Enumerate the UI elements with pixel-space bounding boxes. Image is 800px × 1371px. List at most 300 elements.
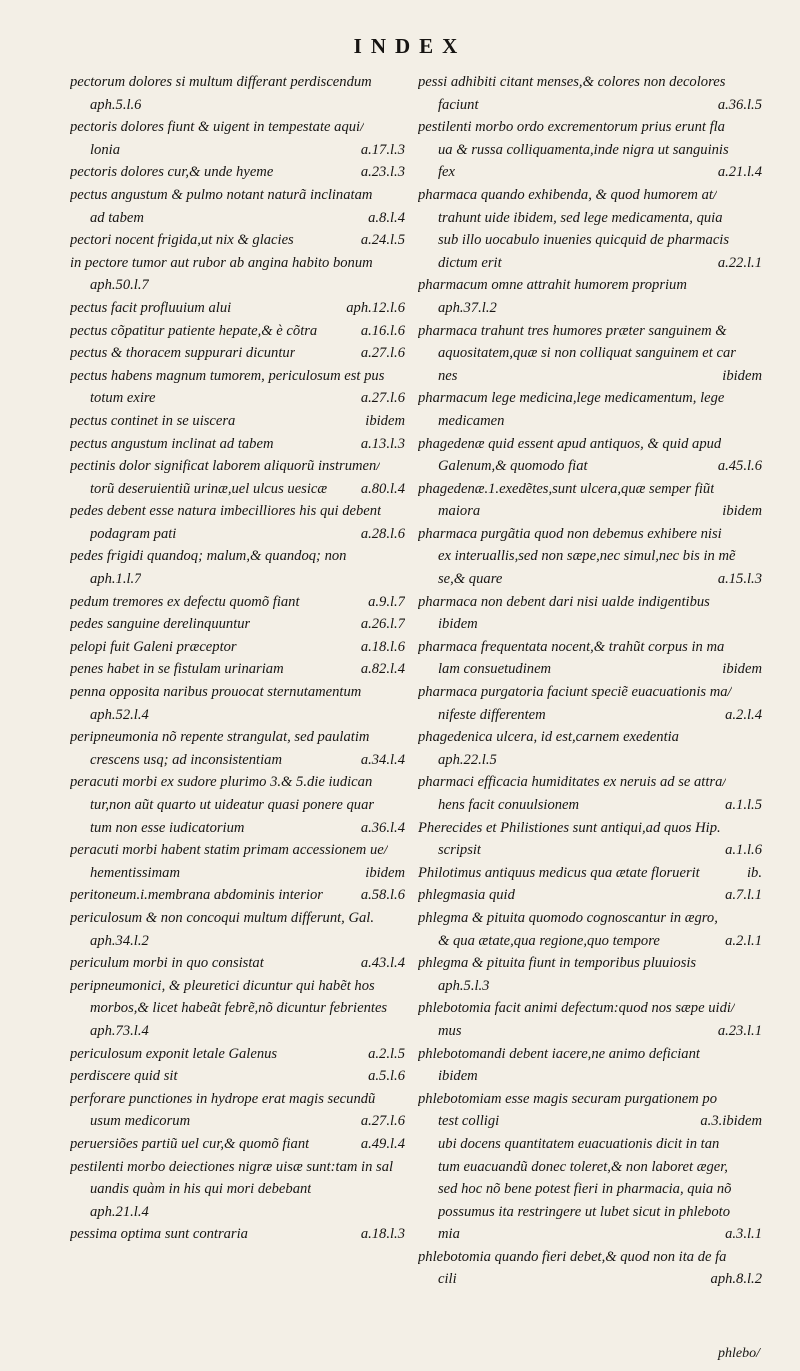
entry-reference: [399, 975, 405, 998]
index-entry-line: [70, 297, 405, 320]
entry-reference: [756, 1043, 762, 1066]
index-entry-line: [70, 636, 405, 659]
entry-reference: ib.: [747, 864, 762, 881]
index-entry-line: [70, 545, 405, 568]
index-entry: [70, 252, 405, 297]
entry-text: morbos,& licet habeãt febrẽ,nõ dicuntur febrientes: [90, 1000, 388, 1017]
index-entry-line: [70, 433, 405, 456]
index-entry-line: [418, 817, 762, 840]
index-entry-line: [70, 613, 405, 636]
index-entry-line: [418, 1268, 762, 1291]
index-entry-line: [70, 500, 405, 523]
entry-text: test colligi: [438, 1113, 500, 1130]
index-entry: [418, 952, 762, 997]
entry-reference: a.3.l.1: [725, 1226, 762, 1243]
entry-reference: [399, 907, 405, 930]
index-entry-line: [70, 591, 405, 614]
entry-text: aph.5.l.3: [438, 977, 490, 994]
index-entry-line: [418, 229, 762, 252]
index-entry: [70, 320, 405, 343]
entry-reference: [756, 1201, 762, 1224]
index-entry-line: [70, 681, 405, 704]
entry-reference: [756, 997, 762, 1020]
entry-text: peracuti morbi ex sudore plurimo 3.& 5.die iudican: [70, 774, 373, 791]
entry-text: sub illo uocabulo inuenies quicquid de pharmacis: [438, 232, 730, 249]
entry-reference: [399, 274, 405, 297]
entry-reference: [756, 817, 762, 840]
entry-text: pestilenti morbo deiectiones nigræ uisæ sunt:tam in sal: [70, 1158, 394, 1175]
entry-reference: [399, 930, 405, 953]
index-entry: [418, 1246, 762, 1291]
entry-text: ubi docens quantitatem euacuationis dicit in tan: [438, 1135, 720, 1152]
entry-reference: a.5.l.6: [368, 1068, 405, 1085]
entry-reference: [756, 342, 762, 365]
entry-reference: [756, 771, 762, 794]
index-entry-line: [70, 523, 405, 546]
entry-text: peritoneum.i.membrana abdominis interior: [70, 887, 323, 904]
entry-reference: a.43.l.4: [360, 955, 405, 972]
entry-text: pedes frigidi quandoq; malum,& quandoq; non: [70, 548, 347, 565]
index-entry-line: [418, 862, 762, 885]
entry-reference: a.2.l.1: [725, 932, 762, 949]
entry-text: pectus habens magnum tumorem, periculosum est pus: [70, 367, 385, 384]
index-entry: [70, 771, 405, 839]
index-entry: [418, 681, 762, 726]
entry-text: pharmacum omne attrahit humorem proprium: [418, 277, 687, 294]
index-entry-line: [70, 907, 405, 930]
index-entry-line: [70, 478, 405, 501]
entry-reference: [756, 433, 762, 456]
entry-reference: [756, 116, 762, 139]
index-entry: [70, 681, 405, 726]
entry-text: cili: [438, 1271, 457, 1288]
entry-reference: [756, 749, 762, 772]
running-head: INDEX: [353, 34, 467, 58]
index-entry: [70, 161, 405, 184]
index-entry-line: [418, 975, 762, 998]
entry-text: crescens usq; ad inconsistentiam: [90, 751, 282, 768]
index-entry-line: [418, 387, 762, 410]
index-entry-line: [70, 997, 405, 1020]
entry-reference: a.1.l.6: [725, 842, 762, 859]
index-entry-line: [418, 274, 762, 297]
entry-reference: [399, 184, 405, 207]
entry-text: phagedenica ulcera, id est,carnem exedentia: [418, 729, 679, 746]
catchword: phlebo/: [718, 1346, 760, 1361]
entry-reference: [756, 636, 762, 659]
index-entry: [70, 613, 405, 636]
entry-text: penes habet in se fistulam urinariam: [70, 661, 284, 678]
entry-text: peruersiões partiũ uel cur,& quomõ fiant: [70, 1135, 310, 1152]
entry-text: aph.5.l.6: [90, 96, 142, 113]
index-entry-line: [70, 410, 405, 433]
index-entry-line: [418, 94, 762, 117]
entry-reference: [756, 591, 762, 614]
index-entry: [70, 658, 405, 681]
entry-text: phlebotomia quando fieri debet,& quod non ita de fa: [418, 1248, 727, 1265]
entry-reference: a.80.l.4: [360, 480, 405, 497]
entry-reference: [399, 1088, 405, 1111]
entry-text: lam consuetudinem: [438, 661, 552, 678]
index-entry-line: [418, 433, 762, 456]
entry-text: pedes sanguine derelinquuntur: [70, 616, 251, 633]
entry-text: pharmaca purgãtia quod non debemus exhibere nisi: [418, 525, 722, 542]
entry-reference: ibidem: [722, 503, 762, 520]
entry-text: tum euacuandũ donec toleret,& non laboret æger,: [438, 1158, 728, 1175]
index-entry: [70, 545, 405, 590]
index-entry-line: [418, 500, 762, 523]
entry-text: phlegma & pituita quomodo cognoscantur in ægro,: [418, 909, 718, 926]
entry-reference: a.2.l.5: [368, 1045, 405, 1062]
index-entry: [70, 455, 405, 500]
entry-text: Pherecides et Philistiones sunt antiqui,ad quos Hip.: [418, 819, 721, 836]
entry-text: pessi adhibiti citant menses,& colores non decolores: [418, 74, 726, 90]
index-entry: [70, 952, 405, 975]
index-entry: [70, 433, 405, 456]
index-entry-line: [70, 1223, 405, 1246]
entry-text: pharmacum lege medicina,lege medicamentum, lege: [418, 390, 725, 407]
index-entry-line: [70, 658, 405, 681]
index-entry-line: [418, 207, 762, 230]
index-entry-line: [70, 94, 405, 117]
index-entry-line: [70, 342, 405, 365]
index-entry-line: [418, 681, 762, 704]
entry-text: periculum morbi in quo consistat: [70, 955, 264, 972]
entry-reference: [756, 613, 762, 636]
index-entry-line: [418, 184, 762, 207]
entry-reference: a.3.ibidem: [700, 1113, 762, 1130]
entry-reference: [756, 726, 762, 749]
entry-reference: [399, 726, 405, 749]
entry-reference: [756, 1065, 762, 1088]
entry-text: perforare punctiones in hydrope erat magis secundũ: [70, 1090, 376, 1107]
entry-reference: a.13.l.3: [360, 435, 405, 452]
index-entry: [418, 1088, 762, 1246]
index-entry-line: [418, 930, 762, 953]
index-entry: [70, 1133, 405, 1156]
index-entry-line: [418, 726, 762, 749]
entry-reference: a.23.l.1: [717, 1022, 762, 1039]
index-entry: [70, 116, 405, 161]
index-entry-line: [70, 207, 405, 230]
entry-text: ex interuallis,sed non sæpe,nec simul,nec bis in mẽ: [438, 548, 736, 565]
index-entry-line: [418, 658, 762, 681]
index-entry: [418, 1043, 762, 1088]
index-entry-line: [70, 1065, 405, 1088]
index-entry-line: [418, 794, 762, 817]
entry-text: scripsit: [438, 842, 481, 859]
index-entry: [70, 500, 405, 545]
entry-text: faciunt: [438, 96, 479, 113]
index-entry-line: [418, 1178, 762, 1201]
entry-reference: a.34.l.4: [360, 751, 405, 768]
entry-text: pharmaci efficacia humiditates ex neruis ad se attra/: [418, 774, 727, 791]
entry-reference: a.26.l.7: [360, 616, 405, 633]
entry-reference: [399, 568, 405, 591]
entry-text: pessima optima sunt contraria: [70, 1226, 248, 1243]
entry-reference: a.49.l.4: [360, 1135, 405, 1152]
entry-text: pedum tremores ex defectu quomõ fiant: [70, 593, 300, 610]
index-entry-line: [418, 1065, 762, 1088]
entry-text: pectus angustum inclinat ad tabem: [70, 435, 274, 452]
entry-reference: a.17.l.3: [360, 141, 405, 158]
entry-text: totum exire: [90, 390, 156, 407]
entry-text: uandis quàm in his qui mori debebant: [90, 1181, 312, 1198]
index-entry: [418, 726, 762, 771]
entry-text: pharmaca quando exhibenda, & quod humorem at/: [418, 186, 718, 203]
entry-text: aph.34.l.2: [90, 932, 149, 949]
index-entry-line: [418, 749, 762, 772]
entry-text: hementissimam: [90, 864, 180, 881]
index-entry-line: [418, 1043, 762, 1066]
index-entry-line: [70, 1156, 405, 1179]
index-entry-line: [418, 613, 762, 636]
entry-reference: [756, 387, 762, 410]
index-entry: [70, 839, 405, 884]
entry-reference: [399, 1201, 405, 1224]
index-entry: [70, 71, 405, 116]
entry-text: fex: [438, 164, 456, 181]
index-entry: [70, 342, 405, 365]
entry-reference: [756, 184, 762, 207]
index-entry-line: [418, 591, 762, 614]
entry-reference: [756, 1178, 762, 1201]
entry-reference: a.27.l.6: [360, 345, 405, 362]
entry-text: pectoris dolores fiunt & uigent in tempestate aqui/: [70, 119, 365, 136]
index-entry-line: [418, 297, 762, 320]
index-entry-line: [70, 771, 405, 794]
index-entry-line: [418, 704, 762, 727]
entry-reference: [399, 365, 405, 388]
entry-reference: a.9.l.7: [368, 593, 405, 610]
index-entry-line: [70, 749, 405, 772]
index-entry-line: [418, 523, 762, 546]
index-column-left: [70, 71, 405, 1246]
entry-reference: [756, 523, 762, 546]
entry-text: phlebotomandi debent iacere,ne animo deficiant: [418, 1045, 700, 1062]
index-entry: [70, 884, 405, 907]
entry-text: ua & russa colliquamenta,inde nigra ut sanguinis: [438, 141, 729, 158]
entry-reference: [399, 545, 405, 568]
entry-reference: [399, 94, 405, 117]
index-entry: [418, 184, 762, 274]
index-entry-line: [418, 1201, 762, 1224]
entry-text: trahunt uide ibidem, sed lege medicamenta, quia: [438, 209, 723, 226]
entry-reference: ibidem: [722, 661, 762, 678]
index-entry-line: [418, 545, 762, 568]
entry-reference: a.2.l.4: [725, 706, 762, 723]
entry-reference: [756, 1246, 762, 1269]
index-entry-line: [70, 71, 405, 94]
index-entry: [70, 1156, 405, 1224]
index-entry-line: [418, 71, 762, 94]
entry-reference: ibidem: [365, 864, 405, 881]
entry-text: aph.50.l.7: [90, 277, 149, 294]
entry-text: in pectore tumor aut rubor ab angina habito bonum: [70, 254, 373, 271]
entry-text: maiora: [438, 503, 481, 520]
entry-text: pharmaca purgatoria faciunt speciẽ euacuationis ma/: [418, 684, 732, 701]
index-entry-line: [418, 839, 762, 862]
index-entry: [418, 71, 762, 116]
entry-reference: [399, 1178, 405, 1201]
entry-reference: [756, 681, 762, 704]
entry-reference: [399, 839, 405, 862]
entry-reference: [756, 1088, 762, 1111]
entry-text: dictum erit: [438, 254, 502, 271]
index-entry: [70, 636, 405, 659]
entry-text: phagedenæ.1.exedẽtes,sunt ulcera,quæ semper fiũt: [418, 480, 715, 497]
entry-reference: a.82.l.4: [360, 661, 405, 678]
index-entry: [70, 184, 405, 229]
index-entry-line: [70, 817, 405, 840]
index-entry-line: [418, 320, 762, 343]
entry-text: possumus ita restringere ut lubet sicut in phleboto: [438, 1203, 730, 1220]
index-entry: [418, 907, 762, 952]
entry-text: phagedenæ quid essent apud antiquos, & quid apud: [418, 435, 722, 452]
index-entry-line: [418, 1156, 762, 1179]
index-entry: [418, 433, 762, 478]
index-entry-line: [70, 930, 405, 953]
entry-text: pectus continet in se uiscera: [70, 412, 236, 429]
entry-text: pharmaca non debent dari nisi ualde indigentibus: [418, 593, 710, 610]
entry-reference: ibidem: [722, 367, 762, 384]
entry-reference: a.58.l.6: [360, 887, 405, 904]
index-entry: [70, 410, 405, 433]
entry-text: phlegmasia quid: [418, 887, 515, 904]
entry-reference: [756, 545, 762, 568]
entry-text: sed hoc nõ bene potest fieri in pharmacia, quia nõ: [438, 1181, 732, 1198]
index-entry: [418, 862, 762, 885]
index-entry-line: [418, 884, 762, 907]
index-entry-line: [418, 1088, 762, 1111]
index-entry-line: [70, 794, 405, 817]
entry-reference: [399, 771, 405, 794]
entry-reference: [756, 207, 762, 230]
index-entry-line: [418, 1133, 762, 1156]
entry-reference: a.15.l.3: [717, 571, 762, 588]
index-entry-line: [418, 252, 762, 275]
index-entry: [70, 1065, 405, 1088]
entry-reference: [399, 116, 405, 139]
entry-reference: [399, 500, 405, 523]
index-entry-line: [70, 726, 405, 749]
entry-text: peripneumonia nõ repente strangulat, sed paulatim: [70, 729, 370, 746]
index-entry-line: [70, 1178, 405, 1201]
entry-reference: a.27.l.6: [360, 390, 405, 407]
index-entry-line: [418, 139, 762, 162]
entry-text: aph.73.l.4: [90, 1022, 149, 1039]
entry-text: torũ deseruientiũ urinæ,uel ulcus uesicæ: [90, 480, 328, 497]
entry-text: pectus cõpatitur patiente hepate,& è cõtra: [70, 322, 318, 339]
entry-text: pharmaca trahunt tres humores præter sanguinem &: [418, 322, 727, 339]
index-entry: [70, 975, 405, 1043]
entry-text: & qua ætate,qua regione,quo tempore: [438, 932, 660, 949]
entry-reference: [399, 1156, 405, 1179]
index-entry-line: [70, 387, 405, 410]
index-entry: [70, 591, 405, 614]
entry-reference: [756, 297, 762, 320]
index-entry: [418, 478, 762, 523]
index-column-right: [418, 71, 762, 1291]
entry-text: Philotimus antiquus medicus qua ætate floruerit: [418, 864, 700, 881]
entry-reference: [756, 975, 762, 998]
entry-reference: [399, 681, 405, 704]
entry-reference: [399, 704, 405, 727]
entry-text: aph.1.l.7: [90, 571, 142, 588]
entry-reference: [399, 455, 405, 478]
index-entry: [418, 591, 762, 636]
entry-text: hens facit conuulsionem: [438, 797, 580, 813]
index-entry: [70, 297, 405, 320]
index-entry-line: [418, 771, 762, 794]
entry-text: ibidem: [438, 616, 478, 633]
index-entry-line: [418, 116, 762, 139]
index-entry-line: [70, 704, 405, 727]
entry-text: pectus & thoracem suppurari dicuntur: [70, 345, 296, 362]
entry-reference: [399, 71, 405, 94]
entry-text: peracuti morbi habent statim primam accessionem ue/: [70, 842, 388, 859]
index-entry-line: [70, 975, 405, 998]
entry-text: pedes debent esse natura imbecilliores his qui debent: [70, 503, 382, 520]
entry-text: nes: [438, 367, 458, 384]
entry-text: aph.52.l.4: [90, 706, 149, 723]
index-entry-line: [70, 274, 405, 297]
entry-text: ibidem: [438, 1068, 478, 1085]
entry-reference: [756, 1133, 762, 1156]
entry-reference: a.1.l.5: [725, 797, 762, 813]
entry-text: tum non esse iudicatorium: [90, 819, 245, 836]
index-entry-line: [418, 907, 762, 930]
index-entry: [418, 387, 762, 432]
index-entry: [418, 817, 762, 862]
entry-reference: [399, 997, 405, 1020]
index-entry-line: [70, 884, 405, 907]
index-entry-line: [70, 365, 405, 388]
index-entry-line: [70, 455, 405, 478]
entry-text: phlebotomia facit animi defectum:quod nos sæpe uidi/: [418, 1000, 735, 1017]
index-entry-line: [70, 161, 405, 184]
entry-text: podagram pati: [90, 525, 177, 542]
entry-text: pectoris dolores cur,& unde hyeme: [70, 164, 274, 181]
entry-text: perdiscere quid sit: [70, 1068, 178, 1085]
index-entry-line: [418, 1110, 762, 1133]
index-entry-line: [418, 997, 762, 1020]
entry-reference: aph.12.l.6: [346, 299, 405, 316]
entry-text: pectus angustum & pulmo notant naturã inclinatam: [70, 186, 373, 203]
entry-text: pectorum dolores si multum differant perdiscendum: [70, 74, 372, 90]
index-entry-line: [70, 568, 405, 591]
index-entry-line: [70, 252, 405, 275]
index-entry: [70, 1223, 405, 1246]
entry-text: periculosum & non concoqui multum differunt, Gal.: [70, 909, 375, 926]
entry-reference: [399, 1020, 405, 1043]
index-entry: [70, 907, 405, 952]
entry-reference: [756, 410, 762, 433]
entry-text: aph.37.l.2: [438, 299, 497, 316]
entry-text: pestilenti morbo ordo excrementorum prius erunt fla: [418, 119, 725, 136]
index-entry-line: [70, 839, 405, 862]
index-entry-line: [418, 568, 762, 591]
entry-reference: a.27.l.6: [360, 1113, 405, 1130]
entry-text: pectori nocent frigida,ut nix & glacies: [70, 232, 294, 249]
entry-text: pelopi fuit Galeni præceptor: [70, 638, 237, 655]
index-entry-line: [418, 478, 762, 501]
entry-text: pectinis dolor significat laborem aliquorũ instrumen/: [70, 458, 381, 475]
index-entry-line: [418, 1223, 762, 1246]
entry-reference: a.36.l.5: [717, 96, 762, 113]
entry-text: usum medicorum: [90, 1113, 191, 1130]
entry-reference: a.22.l.1: [717, 254, 762, 271]
